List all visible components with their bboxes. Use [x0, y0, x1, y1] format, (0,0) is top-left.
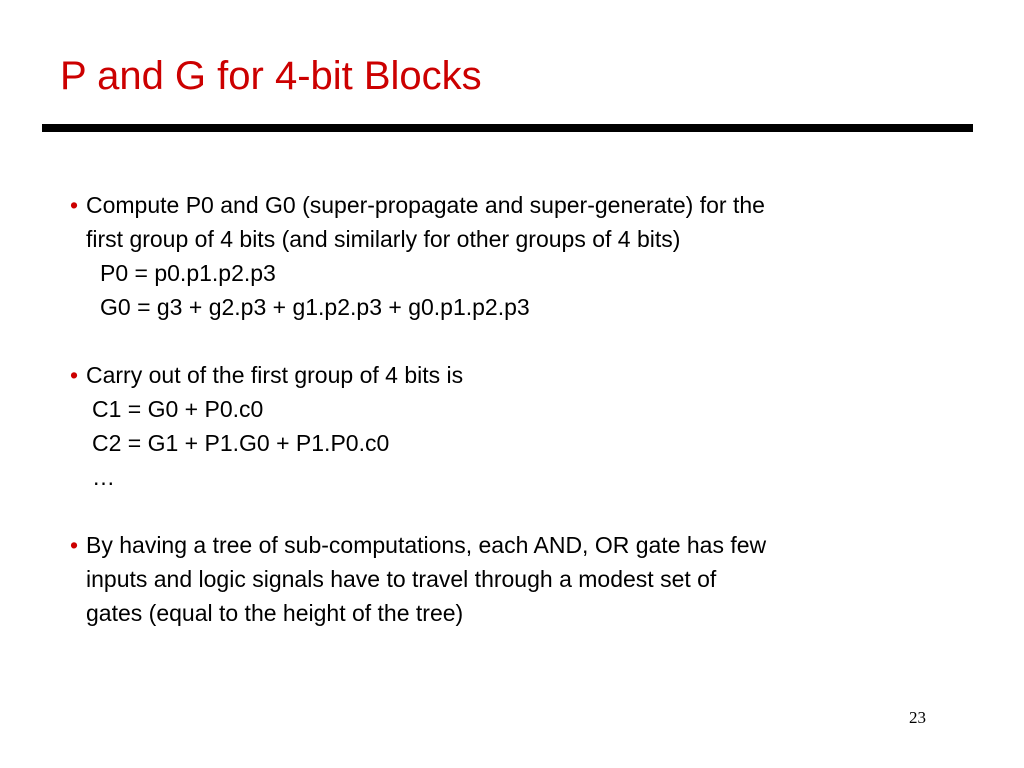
formula-line: P0 = p0.p1.p2.p3 [100, 260, 276, 286]
title-divider [42, 124, 973, 132]
formula-line: G0 = g3 + g2.p3 + g1.p2.p3 + g0.p1.p2.p3 [100, 294, 530, 320]
bullet-text-line: Compute P0 and G0 (super-propagate and super-generate) for the [86, 192, 765, 218]
bullet-item [70, 188, 970, 324]
bullet-text-line: By having a tree of sub-computations, each AND, OR gate has few [86, 532, 767, 558]
slide-title: P and G for 4-bit Blocks [60, 54, 482, 98]
bullet-marker: • [70, 192, 79, 218]
slide-content [70, 188, 970, 630]
page-number: 23 [909, 708, 926, 727]
bullet-text-line: gates (equal to the height of the tree) [86, 600, 464, 626]
bullet-item [70, 528, 970, 630]
formula-line: C1 = G0 + P0.c0 [92, 396, 264, 422]
spacer [70, 494, 970, 528]
bullet-item [70, 358, 970, 494]
spacer [70, 324, 970, 358]
ellipsis-line: … [92, 464, 115, 490]
bullet-marker: • [70, 532, 79, 558]
bullet-text-line: first group of 4 bits (and similarly for other groups of 4 bits) [86, 226, 681, 252]
bullet-text-line: inputs and logic signals have to travel through a modest set of [86, 566, 717, 592]
formula-line: C2 = G1 + P1.G0 + P1.P0.c0 [92, 430, 390, 456]
bullet-marker: • [70, 362, 79, 388]
bullet-text-line: Carry out of the first group of 4 bits is [86, 362, 464, 388]
